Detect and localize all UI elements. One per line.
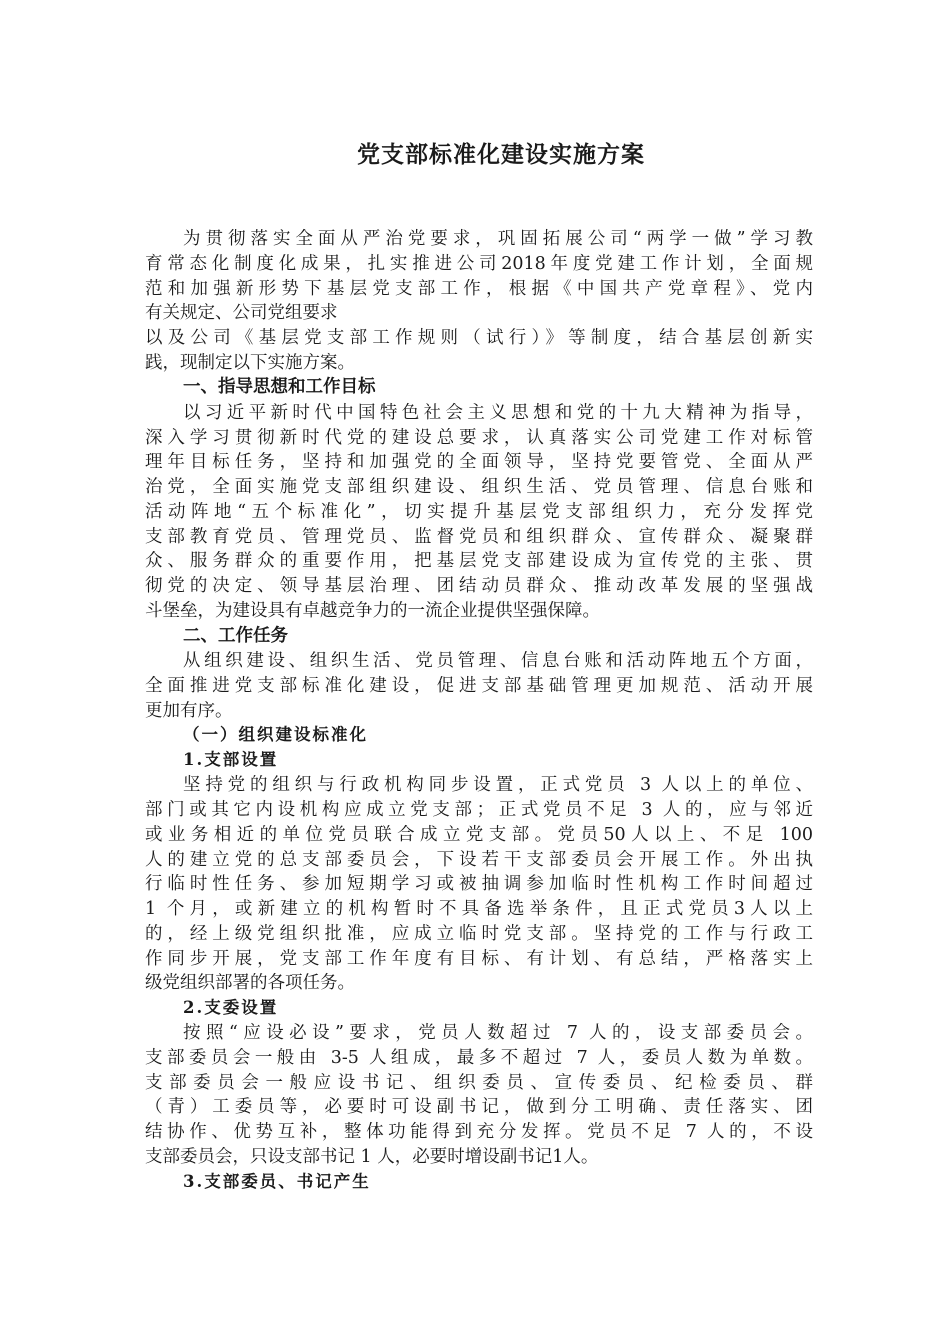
page-title: 党支部标准化建设实施方案 [357,141,645,168]
body-line: 理年目标任务，坚持和加强党的全面领导，坚持党要管党、全面从严 [145,452,813,472]
section-heading: 一、指导思想和工作目标 [183,377,376,397]
body-line: 有关规定、公司党组要求 [145,303,338,323]
item-heading: 2.支委设置 [183,998,279,1017]
body-line: 1 个月，或新建立的机构暂时不具备选举条件，且正式党员3人以上 [145,899,813,919]
body-line: 支部委员会一般应设书记、组织委员、宣传委员、纪检委员、群 [145,1073,813,1093]
body-line: 以习近平新时代中国特色社会主义思想和党的十九大精神为指导， [183,403,813,423]
body-line: 作同步开展，党支部工作年度有目标、有计划、有总结，严格落实上 [145,949,813,969]
body-line: 坚持党的组织与行政机构同步设置，正式党员 3 人以上的单位、 [183,775,813,795]
body-line: （青）工委员等，必要时可设副书记，做到分工明确、责任落实、团 [145,1097,813,1117]
item-heading: 3.支部委员、书记产生 [183,1172,371,1191]
body-line: 深入学习贯彻新时代党的建设总要求，认真落实公司党建工作对标管 [145,428,813,448]
body-line: 行临时性任务、参加短期学习或被抽调参加临时性机构工作时间超过 [145,874,813,894]
body-line: 更加有序。 [145,701,233,721]
body-line: 众、服务群众的重要作用，把基层党支部建设成为宣传党的主张、贯 [145,551,813,571]
body-line: 活动阵地“五个标准化”，切实提升基层党支部组织力，充分发挥党 [145,502,813,522]
body-line: 彻党的决定、领导基层治理、团结动员群众、推动改革发展的坚强战 [145,576,813,596]
body-line: 支部委员会，只设支部书记 1 人，必要时增设副书记1人。 [145,1147,599,1167]
body-line: 或业务相近的单位党员联合成立党支部。党员50人以上、不足 100 [145,825,813,845]
subsection-heading: （一）组织建设标准化 [183,725,368,744]
body-line: 全面推进党支部标准化建设，促进支部基础管理更加规范、活动开展 [145,676,813,696]
body-line: 部门或其它内设机构应成立党支部；正式党员不足 3 人的，应与邻近 [145,800,813,820]
body-line: 结协作、优势互补，整体功能得到充分发挥。党员不足 7 人的，不设 [145,1122,813,1142]
body-line: 育常态化制度化成果，扎实推进公司2018年度党建工作计划，全面规 [145,254,813,274]
body-line: 为贯彻落实全面从严治党要求，巩固拓展公司“两学一做”学习教 [183,229,813,249]
body-line: 的，经上级党组织批准，应成立临时党支部。坚持党的工作与行政工 [145,924,813,944]
body-line: 支部教育党员、管理党员、监督党员和组织群众、宣传群众、凝聚群 [145,527,813,547]
body-line: 级党组织部署的各项任务。 [145,973,355,993]
body-line: 范和加强新形势下基层党支部工作，根据《中国共产党章程》、党内 [145,279,813,299]
body-line: 人的建立党的总支部委员会，下设若干支部委员会开展工作。外出执 [145,850,813,870]
body-line: 斗堡垒，为建设具有卓越竞争力的一流企业提供坚强保障。 [145,601,600,621]
section-heading: 二、工作任务 [183,626,288,646]
body-line: 践，现制定以下实施方案。 [145,353,355,373]
body-line: 按照“应设必设”要求，党员人数超过 7 人的，设支部委员会。 [183,1023,813,1043]
body-line: 以及公司《基层党支部工作规则（试行）》等制度，结合基层创新实 [145,328,813,348]
body-line: 从组织建设、组织生活、党员管理、信息台账和活动阵地五个方面， [183,651,813,671]
item-heading: 1.支部设置 [183,750,279,769]
body-line: 支部委员会一般由 3-5 人组成，最多不超过 7 人，委员人数为单数。 [145,1048,813,1068]
body-line: 治党，全面实施党支部组织建设、组织生活、党员管理、信息台账和 [145,477,813,497]
